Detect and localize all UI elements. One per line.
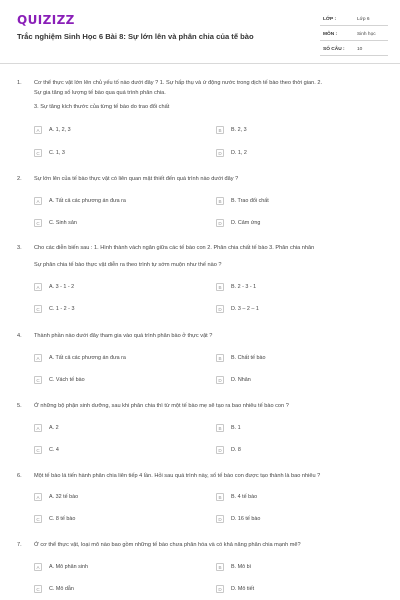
option-letter-box: D bbox=[216, 376, 224, 384]
question-text-line: Thành phần nào dưới đây tham gia vào quá trình phân bào ở thực vật ? bbox=[34, 333, 213, 339]
option-letter-box: B bbox=[216, 197, 224, 205]
meta-info-box bbox=[320, 12, 388, 56]
option-letter-box: D bbox=[216, 149, 224, 157]
option-text: A. Mô phân sinh bbox=[49, 564, 88, 570]
option-text: D. Mô tiết bbox=[231, 586, 255, 592]
question-text-line: Sự lớn lên của tế bào thực vật có liên quan mật thiết đến quá trình nào dưới đây ? bbox=[34, 176, 239, 182]
option-letter-box: A bbox=[34, 197, 42, 205]
option-letter-box: A bbox=[34, 563, 42, 571]
option-letter-box: A bbox=[34, 424, 42, 432]
option-text: D. 1, 2 bbox=[231, 150, 247, 156]
option-text: D. Cảm ứng bbox=[231, 220, 261, 226]
question-number: 2. bbox=[17, 176, 22, 182]
option-text: A. 32 tế bào bbox=[49, 494, 79, 500]
option-letter-box: B bbox=[216, 493, 224, 501]
option-letter-box: A bbox=[34, 354, 42, 362]
meta-row-count bbox=[320, 42, 388, 56]
question-number: 3. bbox=[17, 245, 22, 251]
meta-label: SỐ CÂU : bbox=[323, 47, 345, 52]
meta-value: Sinh học bbox=[357, 32, 376, 37]
option-text: B. Chất tế bào bbox=[231, 355, 266, 361]
quizizz-logo: QUIZIZZ bbox=[17, 13, 75, 27]
option-text: C. 1, 3 bbox=[49, 150, 65, 156]
option-letter-box: B bbox=[216, 563, 224, 571]
option-text: C. 1 - 2 - 3 bbox=[49, 306, 75, 312]
option-letter-box: D bbox=[216, 515, 224, 523]
meta-value: 10 bbox=[357, 47, 363, 52]
option-letter-box: A bbox=[34, 283, 42, 291]
option-text: A. Tất cả các phương án đưa ra bbox=[49, 198, 126, 204]
option-letter-box: D bbox=[216, 305, 224, 313]
option-text: D. 8 bbox=[231, 447, 241, 453]
option-text: B. 2, 3 bbox=[231, 127, 247, 133]
option-letter-box: A bbox=[34, 493, 42, 501]
worksheet-title: Trắc nghiệm Sinh Học 6 Bài 8: Sự lớn lên và phân chia của tế bào bbox=[17, 32, 254, 41]
question-number: 4. bbox=[17, 333, 22, 339]
option-text: A. 1, 2, 3 bbox=[49, 127, 71, 133]
question-text-line: Một tế bào lá tiến hành phân chia liên tiếp 4 lần. Hỏi sau quá trình này, số tế bào con được tạo thành là bao nhiêu ? bbox=[34, 473, 321, 479]
option-text: B. Trao đổi chất bbox=[231, 198, 269, 204]
option-text: A. 3 - 1 - 2 bbox=[49, 284, 75, 290]
option-text: C. 4 bbox=[49, 447, 59, 453]
option-letter-box: B bbox=[216, 283, 224, 291]
question-text-line: Cho các diễn biến sau : 1. Hình thành vách ngăn giữa các tế bào con 2. Phân chia chất tế bào 3. Phân chia nhân bbox=[34, 245, 315, 251]
option-text: D. 16 tế bào bbox=[231, 516, 261, 522]
option-text: B. 1 bbox=[231, 425, 241, 431]
question-number: 1. bbox=[17, 80, 22, 86]
meta-row-grade bbox=[320, 12, 388, 26]
option-text: B. 4 tế bào bbox=[231, 494, 258, 500]
option-letter-box: D bbox=[216, 219, 224, 227]
question-text-line: Ở những bộ phận sinh dưỡng, sau khi phân chia thì từ một tế bào mẹ sẽ tạo ra bao nhiêu tế bào con ? bbox=[34, 403, 289, 409]
option-letter-box: B bbox=[216, 354, 224, 362]
worksheet-header bbox=[0, 0, 400, 64]
option-text: A. 2 bbox=[49, 425, 59, 431]
option-text: B. 2 - 3 - 1 bbox=[231, 284, 257, 290]
question-number: 7. bbox=[17, 542, 22, 548]
option-letter-box: C bbox=[34, 219, 42, 227]
option-letter-box: C bbox=[34, 515, 42, 523]
question-text-line: Sự gia tăng số lượng tế bào qua quá trình phân chia. bbox=[34, 90, 166, 96]
option-text: C. Vách tế bào bbox=[49, 377, 85, 383]
option-letter-box: A bbox=[34, 126, 42, 134]
question-text-line: 3. Sự tăng kích thước của từng tế bào do trao đổi chất bbox=[34, 104, 170, 110]
option-text: C. 8 tế bào bbox=[49, 516, 76, 522]
option-letter-box: C bbox=[34, 149, 42, 157]
option-text: D. Nhân bbox=[231, 377, 251, 383]
question-number: 6. bbox=[17, 473, 22, 479]
question-text-line: Sự phân chia tế bào thực vật diễn ra theo trình tự sớm muộn như thế nào ? bbox=[34, 262, 222, 268]
option-letter-box: D bbox=[216, 446, 224, 454]
option-text: D. 3 – 2 – 1 bbox=[231, 306, 259, 312]
question-number: 5. bbox=[17, 403, 22, 409]
option-text: C. Mô dẫn bbox=[49, 586, 74, 592]
question-text-line: Cơ thể thực vật lớn lên chủ yếu tố nào dưới đây ? 1. Sự hấp thụ và ứ động nước trong dịch tế bào theo thời gian. 2. bbox=[34, 80, 323, 86]
option-text: C. Sinh sản bbox=[49, 220, 77, 226]
option-letter-box: C bbox=[34, 305, 42, 313]
question-text-line: Ở cơ thể thực vật, loại mô nào bao gồm những tế bào chưa phân hóa và có khả năng phân chia mạnh mẽ? bbox=[34, 542, 301, 548]
option-text: B. Mô bì bbox=[231, 564, 252, 570]
meta-row-subject bbox=[320, 27, 388, 41]
option-letter-box: C bbox=[34, 376, 42, 384]
option-letter-box: D bbox=[216, 585, 224, 593]
option-letter-box: C bbox=[34, 446, 42, 454]
option-text: A. Tất cả các phương án đưa ra bbox=[49, 355, 126, 361]
meta-label: MÔN : bbox=[323, 32, 338, 37]
option-letter-box: B bbox=[216, 126, 224, 134]
option-letter-box: C bbox=[34, 585, 42, 593]
meta-label: LỚP : bbox=[323, 17, 337, 22]
meta-value: Lớp 6 bbox=[357, 17, 370, 22]
option-letter-box: B bbox=[216, 424, 224, 432]
